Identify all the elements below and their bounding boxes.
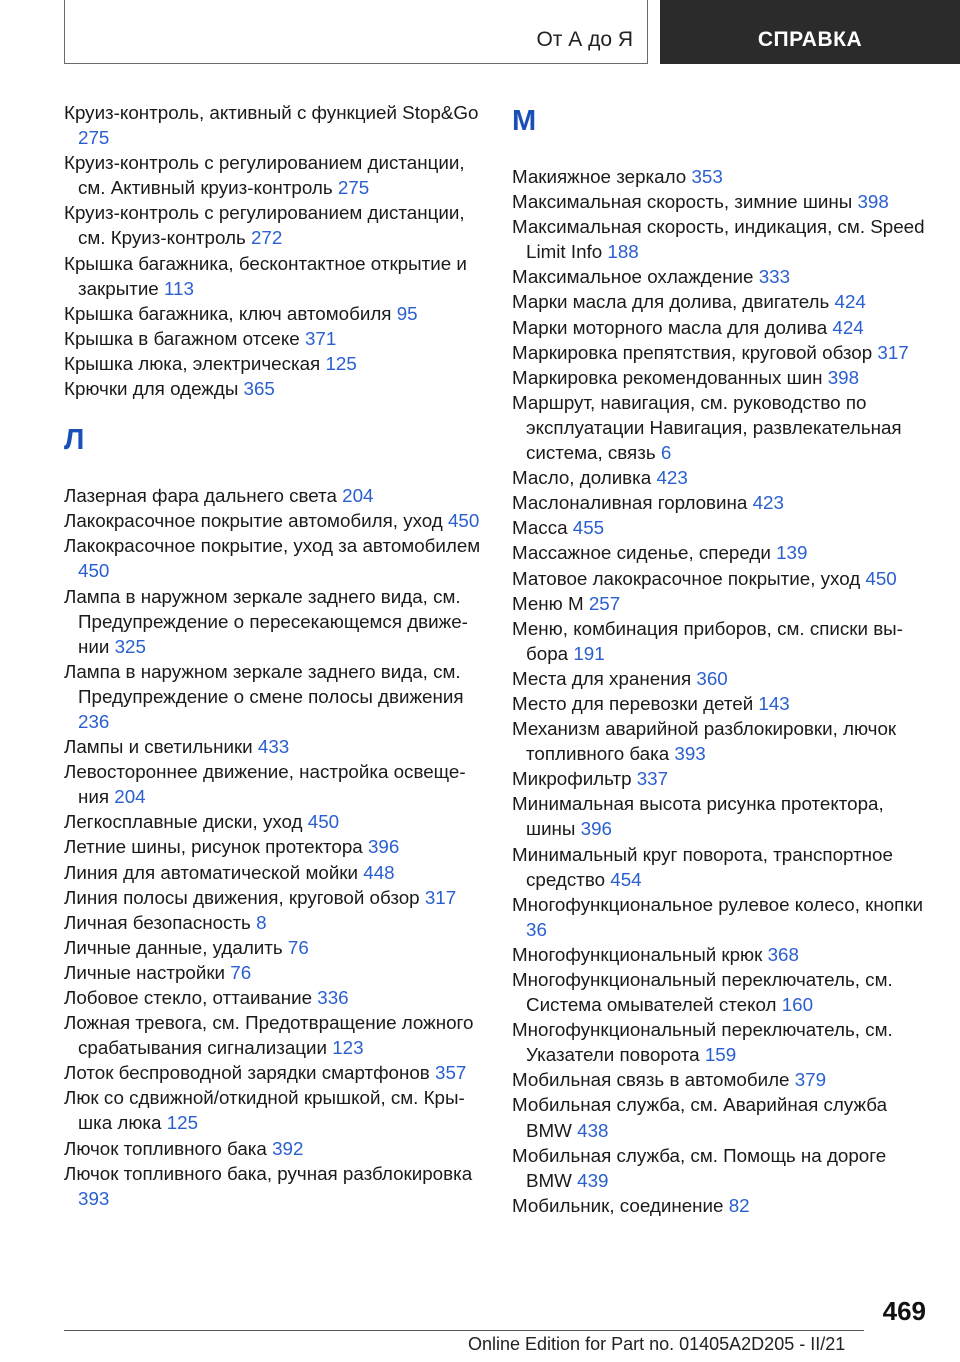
index-page-link[interactable]: 450 <box>447 510 480 532</box>
index-page-link[interactable]: 371 <box>304 327 337 349</box>
index-entry-text: Лампа в наружном зеркале заднего вида, см. Предупреждение о смене полосы движения <box>64 660 464 707</box>
section-letter: М <box>512 105 537 137</box>
index-entry <box>512 842 932 892</box>
index-entry <box>64 809 484 834</box>
index-entry <box>512 1143 932 1193</box>
footer-divider <box>64 1330 864 1331</box>
index-page-link[interactable]: 438 <box>577 1119 609 1141</box>
index-entry-text: Лампа в наружном зеркале заднего вида, см. Предупреждение о пересекающемся движении <box>64 585 468 657</box>
index-page-link[interactable]: 123 <box>332 1037 364 1059</box>
index-entry-text: Масса <box>512 517 568 539</box>
index-page-link[interactable]: 396 <box>580 818 612 840</box>
index-entry-text: Легкосплавные диски, уход <box>64 811 303 833</box>
index-page-link[interactable]: 379 <box>794 1069 827 1091</box>
index-entry <box>64 326 484 351</box>
index-page-link[interactable]: 76 <box>230 961 252 983</box>
index-entry-text: Марки моторного масла для долива <box>512 316 828 338</box>
index-entry-text: Максимальная скорость, индикация, см. Speed Limit Info <box>512 216 925 263</box>
index-entry <box>512 666 932 691</box>
index-entry-text: Маркировка рекомендованных шин <box>512 366 823 388</box>
index-page-link[interactable]: 368 <box>767 943 799 965</box>
index-entry <box>64 1010 484 1060</box>
index-page-link[interactable]: 160 <box>781 994 814 1016</box>
index-entry-text: Ложная тревога, см. Предотвращение ложного срабатывания сигнализации <box>64 1012 474 1059</box>
index-entry-text: Меню, комбинация приборов, см. списки выбора <box>512 617 903 664</box>
index-page-link[interactable]: 448 <box>363 861 395 883</box>
index-page-link[interactable]: 325 <box>114 635 146 657</box>
index-page-link[interactable]: 424 <box>832 316 864 338</box>
index-entry-text: Максимальная скорость, зимние шины <box>512 191 853 213</box>
index-page-link[interactable]: 76 <box>287 936 309 958</box>
index-entry-text: Минимальная высота рисунка протектора, шины <box>512 793 884 840</box>
index-entry <box>512 189 932 214</box>
index-page-link[interactable]: 275 <box>78 127 110 149</box>
index-page-link[interactable]: 393 <box>674 743 706 765</box>
index-page-link[interactable]: 125 <box>166 1112 199 1134</box>
index-entry <box>512 716 932 766</box>
index-page-link[interactable]: 188 <box>607 241 639 263</box>
header-chapter-label: СПРАВКА <box>757 28 863 51</box>
index-entry-text: Микрофильтр <box>512 768 632 790</box>
index-entry <box>512 340 932 365</box>
index-entry <box>512 390 932 465</box>
index-entry <box>512 465 932 490</box>
index-entry <box>64 960 484 985</box>
index-page-link[interactable]: 439 <box>577 1169 609 1191</box>
index-entry <box>512 1092 932 1142</box>
index-entry <box>64 584 484 659</box>
index-page-link[interactable]: 336 <box>317 987 349 1008</box>
index-entry <box>64 834 484 859</box>
index-entry <box>512 566 932 591</box>
index-page-link[interactable]: 337 <box>636 768 669 790</box>
index-entry-text: Многофункциональное рулевое колесо, кнопки <box>512 893 924 915</box>
index-entry-text: Маршрут, навигация, см. руководство по эксплуатации Навигация, развлекательная система, связь <box>512 391 902 464</box>
index-page-link[interactable]: 392 <box>272 1137 304 1159</box>
index-column-left <box>64 100 484 1211</box>
index-page-link[interactable]: 125 <box>325 352 357 374</box>
index-entry-text: Макияжное зеркало <box>512 166 687 187</box>
index-entry-text: Мобильная служба, см. Помощь на дороге BMW <box>512 1144 887 1191</box>
index-entry-text: Массажное сиденье, спереди <box>512 542 771 564</box>
index-entry <box>512 766 932 791</box>
index-entry <box>512 214 932 264</box>
index-entry <box>512 1067 932 1092</box>
index-entry-text: Лакокрасочное покрытие, уход за автомобилем <box>64 535 481 557</box>
index-entry <box>512 515 932 540</box>
index-page-link[interactable]: 204 <box>342 485 374 507</box>
index-entry <box>64 533 484 583</box>
index-entry-text: Лампы и светильники <box>64 736 253 758</box>
index-entry-text: Крючки для одежды <box>64 378 239 400</box>
index-page-link[interactable]: 393 <box>78 1187 110 1209</box>
index-entry-text: Линия для автоматической мойки <box>64 861 359 883</box>
index-entry-text: Круиз-контроль с регулированием дистанции, см. Активный круиз-контроль <box>64 152 465 199</box>
index-entry-text: Мобильная служба, см. Аварийная служба BMW <box>512 1094 888 1141</box>
index-entry-text: Масло, доливка <box>512 467 652 489</box>
index-entry-text: Лючок топливного бака, ручная разблокировка <box>64 1162 473 1184</box>
index-entry-text: Маслоналивная горловина <box>512 492 748 514</box>
index-page-link[interactable]: 423 <box>752 492 784 514</box>
index-entry <box>512 164 932 189</box>
index-page-link[interactable]: 36 <box>526 918 547 940</box>
index-entry <box>64 910 484 935</box>
index-entry <box>64 100 484 150</box>
index-page-link[interactable]: 360 <box>696 667 728 689</box>
index-entry-text: Минимальный круг поворота, транспортное средство <box>512 843 893 890</box>
index-entry-text: Мобильник, соединение <box>512 1194 724 1216</box>
index-entry-text: Меню M <box>512 592 584 614</box>
index-entry-text: Многофункциональный переключатель, см. Указатели поворота <box>512 1019 893 1066</box>
index-page-link[interactable]: 353 <box>691 166 723 187</box>
index-entry-text: Лакокрасочное покрытие автомобиля, уход <box>64 510 443 532</box>
index-page-link[interactable]: 450 <box>865 567 897 589</box>
index-page-link[interactable]: 272 <box>250 227 283 249</box>
index-entry <box>512 1017 932 1067</box>
index-entry <box>64 885 484 910</box>
index-entry-text: Маркировка препятствия, круговой обзор <box>512 341 873 363</box>
index-page-link[interactable]: 95 <box>396 302 418 324</box>
index-entry-text: Круиз-контроль, активный с функцией Stop&Go <box>64 102 479 123</box>
index-page-link[interactable]: 275 <box>337 177 370 199</box>
index-entry <box>64 351 484 376</box>
index-entry-text: Места для хранения <box>512 667 692 689</box>
header-chapter-box <box>660 0 960 64</box>
index-page-link[interactable]: 423 <box>656 467 688 489</box>
header-section-label: От А до Я <box>536 28 633 51</box>
index-entry <box>512 791 932 841</box>
index-entry <box>512 967 932 1017</box>
index-page-link[interactable]: 333 <box>758 266 791 288</box>
index-page-link[interactable]: 139 <box>776 542 808 564</box>
index-entry-text: Люк со сдвижной/откидной крышкой, см. Крышка люка <box>64 1087 465 1134</box>
index-entry <box>64 1161 484 1211</box>
index-entry-text: Максимальное охлаждение <box>512 266 754 288</box>
index-page-link[interactable]: 82 <box>728 1194 750 1216</box>
index-entry <box>512 264 932 289</box>
index-entry-text: Летние шины, рисунок протектора <box>64 836 363 858</box>
index-entry <box>64 251 484 301</box>
header-section-box <box>64 0 648 64</box>
index-entry-text: Линия полосы движения, круговой обзор <box>64 886 420 908</box>
index-entry <box>64 200 484 250</box>
index-entry-text: Марки масла для долива, двигатель <box>512 291 830 313</box>
index-entry-text: Лобовое стекло, оттаивание <box>64 987 313 1008</box>
index-entry <box>512 591 932 616</box>
index-page-link[interactable]: 317 <box>424 886 457 908</box>
index-column-right <box>512 100 932 1218</box>
index-entry-text: Личная безопасность <box>64 911 251 933</box>
index-entry <box>64 759 484 809</box>
index-page-link[interactable]: 143 <box>758 692 790 714</box>
index-entry-text: Левостороннее движение, настройка освещения <box>64 761 466 808</box>
index-entry-text: Механизм аварийной разблокировки, лючок топливного бака <box>512 718 897 765</box>
index-page-link[interactable]: 191 <box>573 642 605 664</box>
index-page-link[interactable]: 159 <box>704 1044 737 1066</box>
index-entry <box>64 1060 484 1085</box>
index-entry-text: Матовое лакокрасочное покрытие, уход <box>512 567 861 589</box>
index-entry-text: Личные данные, удалить <box>64 936 283 958</box>
index-page-link[interactable]: 6 <box>660 442 672 464</box>
index-page-link[interactable]: 450 <box>307 811 340 833</box>
index-page-link[interactable]: 317 <box>877 341 909 363</box>
index-page-link[interactable]: 204 <box>114 786 146 808</box>
page-number: 469 <box>882 1296 926 1326</box>
index-page-link[interactable]: 8 <box>256 911 267 933</box>
index-entry-text: Лючок топливного бака <box>64 1137 267 1159</box>
index-entry <box>512 315 932 340</box>
index-entry <box>64 1085 484 1135</box>
index-page-link[interactable]: 454 <box>610 868 642 890</box>
index-entry-text: Лазерная фара дальнего света <box>64 485 337 507</box>
index-entry <box>512 892 932 942</box>
index-page-link[interactable]: 113 <box>163 277 194 299</box>
index-entry-text: Крышка багажника, ключ автомобиля <box>64 302 392 324</box>
index-entry <box>512 691 932 716</box>
index-entry <box>512 289 932 314</box>
index-entry-text: Крышка в багажном отсеке <box>64 327 300 349</box>
index-entry <box>64 860 484 885</box>
index-entry-text: Личные настройки <box>64 961 226 983</box>
index-entry <box>64 508 484 533</box>
index-entry <box>64 301 484 326</box>
footer-edition-text: Online Edition for Part no. 01405A2D205 - II/21 <box>468 1334 846 1354</box>
index-page-link[interactable]: 450 <box>78 560 110 582</box>
index-entry <box>512 942 932 967</box>
index-entry <box>64 659 484 734</box>
index-entry-text: Крышка багажника, бесконтактное открытие и закрытие <box>64 252 467 299</box>
index-entry <box>64 483 484 508</box>
index-entry <box>512 1193 932 1218</box>
index-entry-text: Многофункциональный переключатель, см. Система омывателей стекол <box>512 969 893 1016</box>
index-page-link[interactable]: 365 <box>243 378 275 400</box>
index-entry <box>64 935 484 960</box>
index-entry <box>512 365 932 390</box>
index-page-link[interactable]: 257 <box>588 592 621 614</box>
index-entry <box>64 985 484 1010</box>
index-page-link[interactable]: 433 <box>257 736 290 758</box>
index-entry-text: Крышка люка, электрическая <box>64 352 321 374</box>
index-page-link[interactable]: 424 <box>834 291 866 313</box>
index-page-link[interactable]: 236 <box>78 710 110 732</box>
index-page-link[interactable]: 357 <box>435 1062 467 1084</box>
index-entry-text: Круиз-контроль с регулированием дистанции, см. Круиз-контроль <box>64 202 465 249</box>
index-entry <box>512 540 932 565</box>
index-entry-text: Многофункциональный крюк <box>512 943 763 965</box>
index-entry-text: Место для перевозки детей <box>512 692 754 714</box>
index-page-link[interactable]: 398 <box>857 191 889 213</box>
index-entry <box>64 1136 484 1161</box>
index-entry <box>64 376 484 401</box>
index-entry <box>512 616 932 666</box>
index-entry-text: Мобильная связь в автомобиле <box>512 1069 790 1091</box>
index-page-link[interactable]: 455 <box>572 517 605 539</box>
index-entry <box>64 150 484 200</box>
index-page-link[interactable]: 396 <box>367 836 400 858</box>
index-page-link[interactable]: 398 <box>827 366 860 388</box>
section-letter: Л <box>64 424 85 457</box>
index-entry <box>64 734 484 759</box>
index-entry-text: Лоток беспроводной зарядки смартфонов <box>64 1062 430 1084</box>
index-entry <box>512 490 932 515</box>
footer-edition <box>468 1334 845 1355</box>
